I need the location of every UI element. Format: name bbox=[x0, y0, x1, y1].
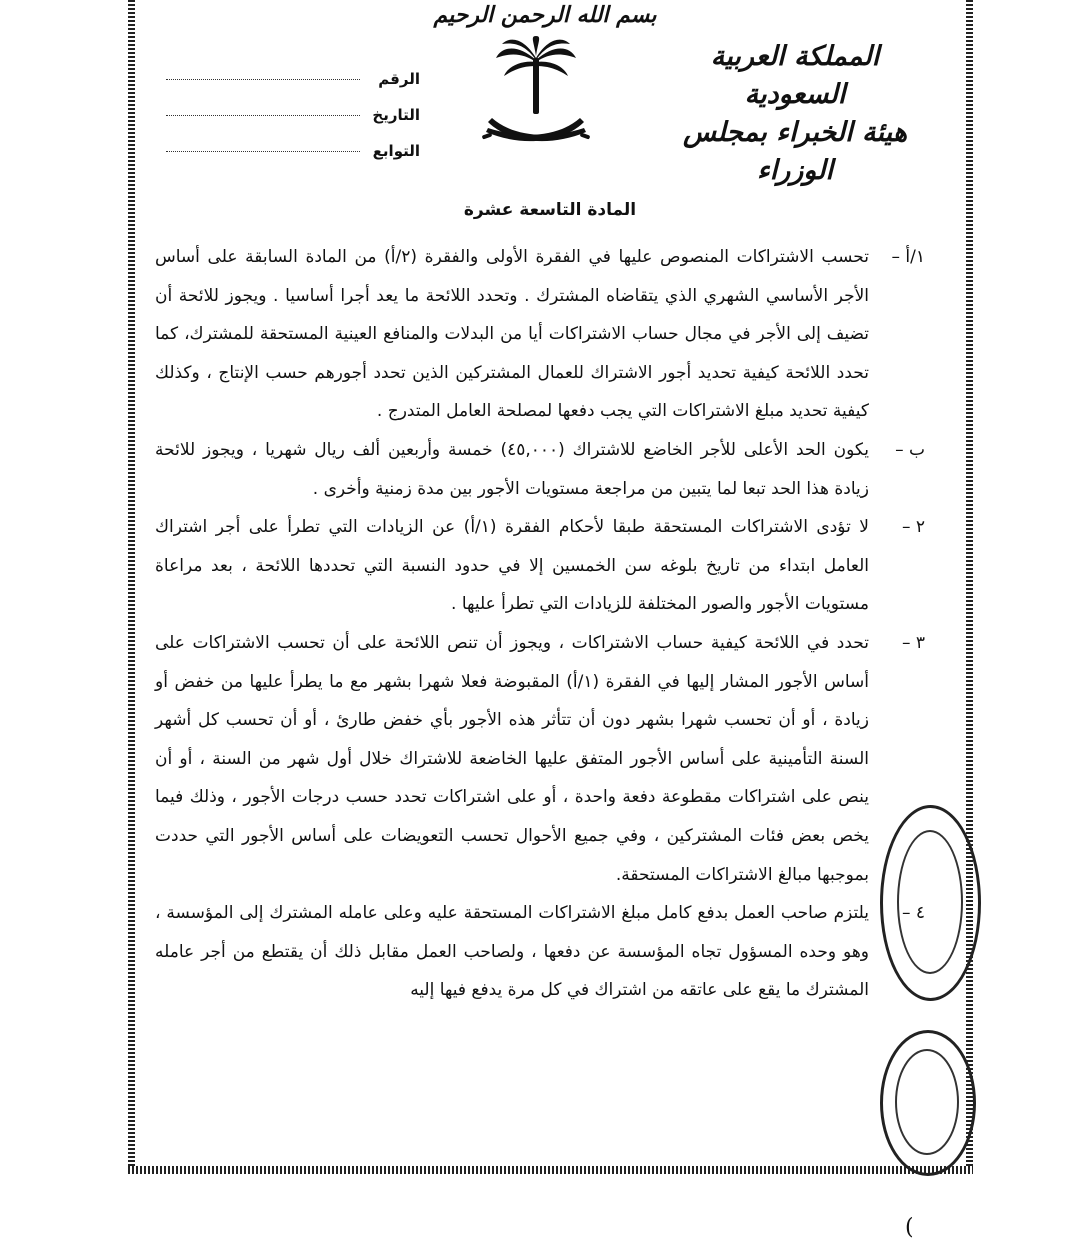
paragraph-number: ١/أ – bbox=[891, 247, 925, 267]
paragraph-text: يلتزم صاحب العمل بدفع كامل مبلغ الاشتراكات المستحقة عليه وعلى عامله المشترك إلى المؤسسة ، وهو وحده المسؤول تجاه المؤسسة عن دفعها ، ولصاحب العمل مقابل ذلك أن يقتطع من أجر عامله المشترك ما يقع على عاتقه من اشتراك في كل مرة يدفع فيها إليه bbox=[155, 903, 869, 1001]
paragraph-number: ٢ – bbox=[901, 517, 925, 538]
field-number bbox=[160, 52, 420, 88]
page-mark: ( bbox=[905, 1215, 914, 1240]
field-attachments bbox=[160, 124, 420, 160]
field-date-label: التاريخ bbox=[372, 106, 420, 124]
paragraph-number: ٤ – bbox=[901, 903, 925, 924]
official-seal-stamp-lower bbox=[880, 1030, 976, 1176]
page-border-left bbox=[128, 0, 135, 1172]
field-date-blank bbox=[166, 114, 360, 116]
field-attachments-label: التوابع bbox=[372, 142, 420, 160]
paragraph-1a bbox=[155, 238, 925, 431]
article-title: المادة التاسعة عشرة bbox=[463, 200, 637, 220]
page-border-right bbox=[966, 0, 973, 1172]
saudi-emblem-icon bbox=[478, 36, 594, 156]
org-name-line-1: المملكة العربية السعودية bbox=[710, 41, 880, 110]
paragraph-2 bbox=[155, 508, 925, 624]
field-date bbox=[160, 88, 420, 124]
paragraph-text: تحدد في اللائحة كيفية حساب الاشتراكات ، ويجوز أن تنص اللائحة على أن تحسب الاشتراكات على أساس الأجور المشار إليها في الفقرة (١/أ) المقبوضة فعلا شهرا بشهر مع ما يطرأ عليها من خفض أو زيادة ، أو أن تحسب شهرا بشهر دون أن تتأثر هذه الأجور بأي خفض طارئ ، أو أن تحسب كل أشهر السنة التأمينية على أساس الأجور المتفق عليها الخاضعة للاشتراك خلال أول شهر من السنة ، أو أن ينص على اشتراكات مقطوعة دفعة واحدة ، أو على اشتراكات تحدد حسب درجات الأجور ، وذلك فيما يخص بعض فئات المشتركين ، وفي جميع الأحوال تحسب التعويضات على أساس الأجور التي حددت بموجبها مبالغ الاشتراكات المستحقة. bbox=[155, 632, 869, 885]
article-body bbox=[155, 238, 925, 1010]
reference-fields bbox=[160, 52, 420, 160]
field-number-blank bbox=[166, 78, 360, 80]
paragraph-number: ٣ – bbox=[901, 632, 925, 653]
paragraph-4 bbox=[155, 894, 925, 1010]
paragraph-3 bbox=[155, 624, 925, 894]
field-number-label: الرقم bbox=[378, 70, 420, 88]
paragraph-text: يكون الحد الأعلى للأجر الخاضع للاشتراك (٤٥,٠٠٠) خمسة وأربعين ألف ريال شهريا ، ويجوز للائحة زيادة هذا الحد تبعا لما يتبين من مراجعة مستويات الأجور بين مدة زمنية وأخرى . bbox=[155, 439, 869, 499]
paragraph-text: تحسب الاشتراكات المنصوص عليها في الفقرة الأولى والفقرة (٢/أ) من المادة السابقة على أساس الأجر الأساسي الشهري الذي يتقاضاه المشترك . وتحدد اللائحة ما يعد أجرا أساسيا . ويجوز للائحة أن تضيف إلى الأجر في مجال حساب الاشتراكات أيا من البدلات والمنافع العينية المستحقة للمشترك، كما تحدد اللائحة كيفية تحديد أجور الاشتراك للعمال المشتركين الذين تحدد أجورهم حسب الإنتاج ، وكذلك كيفية تحديد مبلغ الاشتراكات التي يجب دفعها لمصلحة العامل المتدرج . bbox=[155, 247, 869, 422]
seal-inner-ring bbox=[895, 1049, 959, 1155]
page-border-bottom bbox=[128, 1166, 973, 1174]
paragraph-1b bbox=[155, 431, 925, 508]
letterhead-organization bbox=[660, 38, 930, 190]
field-attachments-blank bbox=[166, 150, 360, 152]
org-name-line-2: هيئة الخبراء بمجلس الوزراء bbox=[682, 117, 908, 186]
official-seal-stamp bbox=[880, 805, 981, 1001]
seal-inner-ring bbox=[897, 830, 963, 974]
paragraph-number: ب – bbox=[895, 439, 925, 460]
paragraph-text: لا تؤدى الاشتراكات المستحقة طبقا لأحكام الفقرة (١/أ) عن الزيادات التي تطرأ على أجر اشتراك العامل ابتداء من تاريخ بلوغه سن الخمسين إلا في حدود النسبة التي تحددها اللائحة ، بعد مراعاة مستويات الأجور والصور المختلفة للزيادات التي تطرأ عليها . bbox=[155, 517, 869, 615]
basmala-heading: بسم الله الرحمن الرحيم bbox=[433, 2, 657, 28]
